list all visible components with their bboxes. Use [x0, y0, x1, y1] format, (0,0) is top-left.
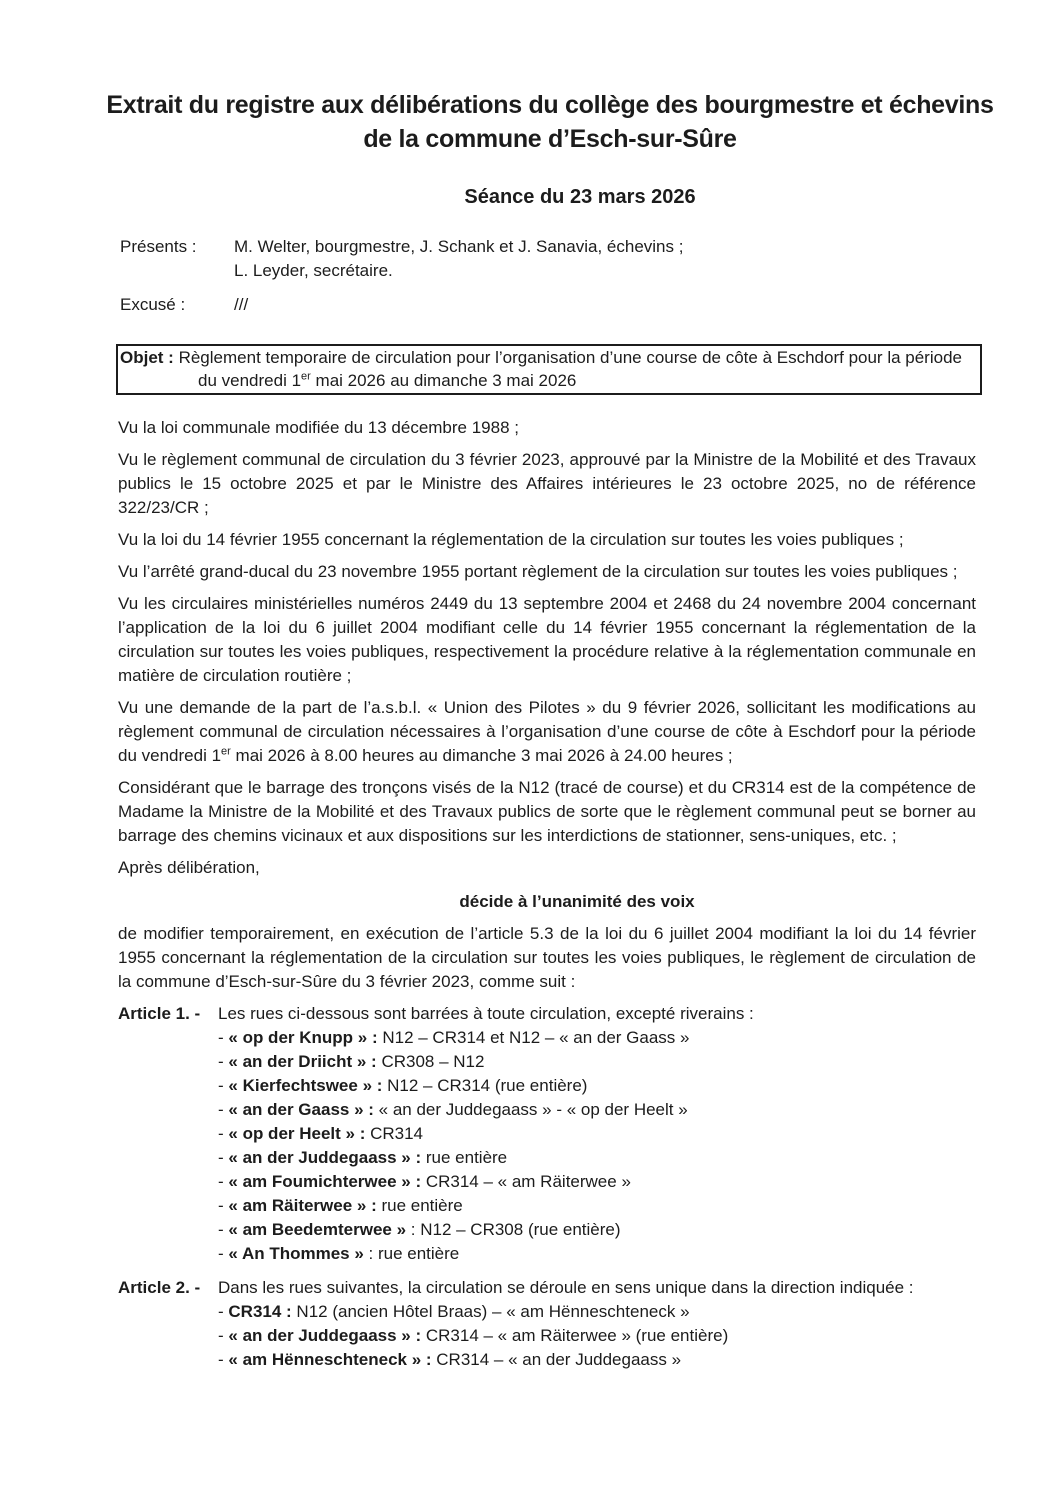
list-item: - « an der Juddegaass » : CR314 – « am Räiterwee » (rue entière) [218, 1326, 729, 1345]
street-name: « An Thommes » [228, 1244, 364, 1263]
street-section: N12 – CR314 (rue entière) [382, 1076, 588, 1095]
street-name: « am Hënneschteneck » : [228, 1350, 432, 1369]
page-title: Extrait du registre aux délibérations du collège des bourgmestre et échevins de la commune d’Esch-sur-Sûre [106, 91, 994, 153]
vu-paragraph: Vu l’arrêté grand-ducal du 23 novembre 1955 portant règlement de la circulation sur toutes les voies publiques ; [118, 562, 958, 581]
objet-period-start: du vendredi 1 [198, 371, 302, 390]
list-item: - « am Foumichterwee » : CR314 – « am Räiterwee » [218, 1172, 631, 1191]
list-item: - « am Beedemterwee » : N12 – CR308 (rue entière) [218, 1220, 621, 1239]
street-name: « am Beedemterwee » [228, 1220, 407, 1239]
street-name: « op der Knupp » : [228, 1028, 378, 1047]
street-name: « an der Juddegaass » : [228, 1148, 422, 1167]
article-1 [118, 1002, 976, 1266]
vu-paragraph: Vu le règlement communal de circulation du 3 février 2023, approuvé par la Ministre de la Mobilité et des Travaux publics le 15 octobre 2025 et par le Ministre des Affaires intérieures le 23 octobre 2025, no de référence 322/23/CR ; [118, 450, 976, 517]
street-section: N12 (ancien Hôtel Braas) – « am Hënneschteneck » [291, 1302, 690, 1321]
vu-paragraph: Vu la loi du 14 février 1955 concernant la réglementation de la circulation sur toutes les voies publiques ; [118, 530, 904, 549]
list-item: - « Kierfechtswee » : N12 – CR314 (rue entière) [218, 1076, 588, 1095]
list-item: - « am Hënneschteneck » : CR314 – « an der Juddegaass » [218, 1350, 682, 1369]
vu-paragraph: Vu les circulaires ministérielles numéros 2449 du 13 septembre 2004 et 2468 du 24 novembre 2004 concernant l’application de la loi du 6 juillet 2004 modifiant celle du 14 février 1955 concernant la réglementation de la circulation sur toutes les voies publiques, respectivement la procédure relative à la réglementation communale en matière de circulation routière ; [118, 594, 976, 685]
presents-line-2: L. Leyder, secrétaire. [234, 261, 393, 280]
street-name: « an der Driicht » : [228, 1052, 377, 1071]
article-2-list [218, 1300, 976, 1372]
list-item: - « am Räiterwee » : rue entière [218, 1196, 463, 1215]
street-section: CR314 – « am Räiterwee » [421, 1172, 631, 1191]
article-1-content [218, 1002, 976, 1266]
objet-line-1 [120, 346, 978, 369]
street-section: CR314 [365, 1124, 424, 1143]
street-section: CR308 – N12 [376, 1052, 485, 1071]
list-item: - « op der Knupp » : N12 – CR314 et N12 – « an der Gaass » [218, 1028, 690, 1047]
list-item: - « an der Driicht » : CR308 – N12 [218, 1052, 485, 1071]
decision-heading: décide à l’unanimité des voix [459, 892, 695, 911]
demande-text: Vu une demande de la part de l’a.s.b.l. « Union des Pilotes » du 9 février 2026, sollicitant les modifications au règlement communal de circulation nécessaires à l’organisation d’une course de côte à Eschdorf pour la période du vendredi 1 [118, 698, 976, 765]
street-section: CR314 – « an der Juddegaass » [431, 1350, 682, 1369]
considerant-paragraph: Considérant que le barrage des tronçons visés de la N12 (tracé de course) et du CR314 est de la compétence de Madame la Ministre de la Mobilité et des Travaux publics de sorte que le règlement communal peut se borner au barrage des chemins vicinaux et aux dispositions sur les interdictions de stationner, sens-uniques, etc. ; [118, 778, 976, 845]
street-section: CR314 – « am Räiterwee » (rue entière) [421, 1326, 729, 1345]
presents-row [120, 235, 920, 283]
vu-paragraph: Vu la loi communale modifiée du 13 décembre 1988 ; [118, 418, 519, 437]
demande-text-end: mai 2026 à 8.00 heures au dimanche 3 mai 2026 à 24.00 heures ; [230, 746, 733, 765]
street-name: « an der Gaass » : [228, 1100, 374, 1119]
street-section: : rue entière [363, 1244, 460, 1263]
article-1-list [218, 1026, 976, 1266]
presents-label: Présents : [120, 237, 197, 256]
street-name: « am Räiterwee » : [228, 1196, 377, 1215]
seance-date: Séance du 23 mars 2026 [464, 186, 696, 208]
street-section: : N12 – CR308 (rue entière) [406, 1220, 621, 1239]
objet-text: Règlement temporaire de circulation pour l’organisation d’une course de côte à Eschdorf pour la période [178, 348, 962, 367]
excuse-label: Excusé : [120, 295, 186, 314]
modifier-paragraph: de modifier temporairement, en exécution de l’article 5.3 de la loi du 6 juillet 2004 modifiant la loi du 14 février 1955 concernant la réglementation de la circulation sur toutes les voies publiques, le règlement de circulation de la commune d’Esch-sur-Sûre du 3 février 2023, comme suit : [118, 924, 976, 991]
objet-line-2 [120, 369, 978, 392]
list-item: - « An Thommes » : rue entière [218, 1244, 460, 1263]
article-2-intro: Dans les rues suivantes, la circulation se déroule en sens unique dans la direction indiquée : [218, 1278, 914, 1297]
article-2-label: Article 2. - [118, 1278, 201, 1297]
street-section: rue entière [376, 1196, 463, 1215]
objet-period-end: mai 2026 au dimanche 3 mai 2026 [310, 371, 577, 390]
article-1-label: Article 1. - [118, 1004, 201, 1023]
street-name: « op der Heelt » : [228, 1124, 366, 1143]
attendance-block [120, 235, 920, 317]
street-name: « an der Juddegaass » : [228, 1326, 422, 1345]
street-name: CR314 : [228, 1302, 292, 1321]
article-2 [118, 1276, 976, 1372]
demande-superscript: er [221, 745, 231, 758]
apres-paragraph: Après délibération, [118, 858, 260, 877]
excuse-value: /// [234, 295, 249, 314]
objet-superscript: er [301, 370, 311, 383]
list-item: - « op der Heelt » : CR314 [218, 1124, 424, 1143]
street-name: « am Foumichterwee » : [228, 1172, 422, 1191]
presents-line-1: M. Welter, bourgmestre, J. Schank et J. Sanavia, échevins ; [234, 237, 684, 256]
document-body [118, 416, 976, 1382]
street-section: N12 – CR314 et N12 – « an der Gaass » [377, 1028, 690, 1047]
street-section: « an der Juddegaass » - « op der Heelt » [373, 1100, 688, 1119]
article-2-content [218, 1276, 976, 1372]
list-item: - « an der Juddegaass » : rue entière [218, 1148, 508, 1167]
list-item: - CR314 : N12 (ancien Hôtel Braas) – « am Hënneschteneck » [218, 1302, 690, 1321]
presents-value [234, 235, 920, 283]
excuse-row [120, 293, 920, 317]
street-name: « Kierfechtswee » : [228, 1076, 383, 1095]
objet-box [116, 344, 982, 395]
street-section: rue entière [421, 1148, 508, 1167]
objet-label: Objet : [120, 348, 174, 367]
list-item: - « an der Gaass » : « an der Juddegaass » - « op der Heelt » [218, 1100, 688, 1119]
article-1-intro: Les rues ci-dessous sont barrées à toute circulation, excepté riverains : [218, 1004, 754, 1023]
demande-paragraph [118, 696, 976, 768]
